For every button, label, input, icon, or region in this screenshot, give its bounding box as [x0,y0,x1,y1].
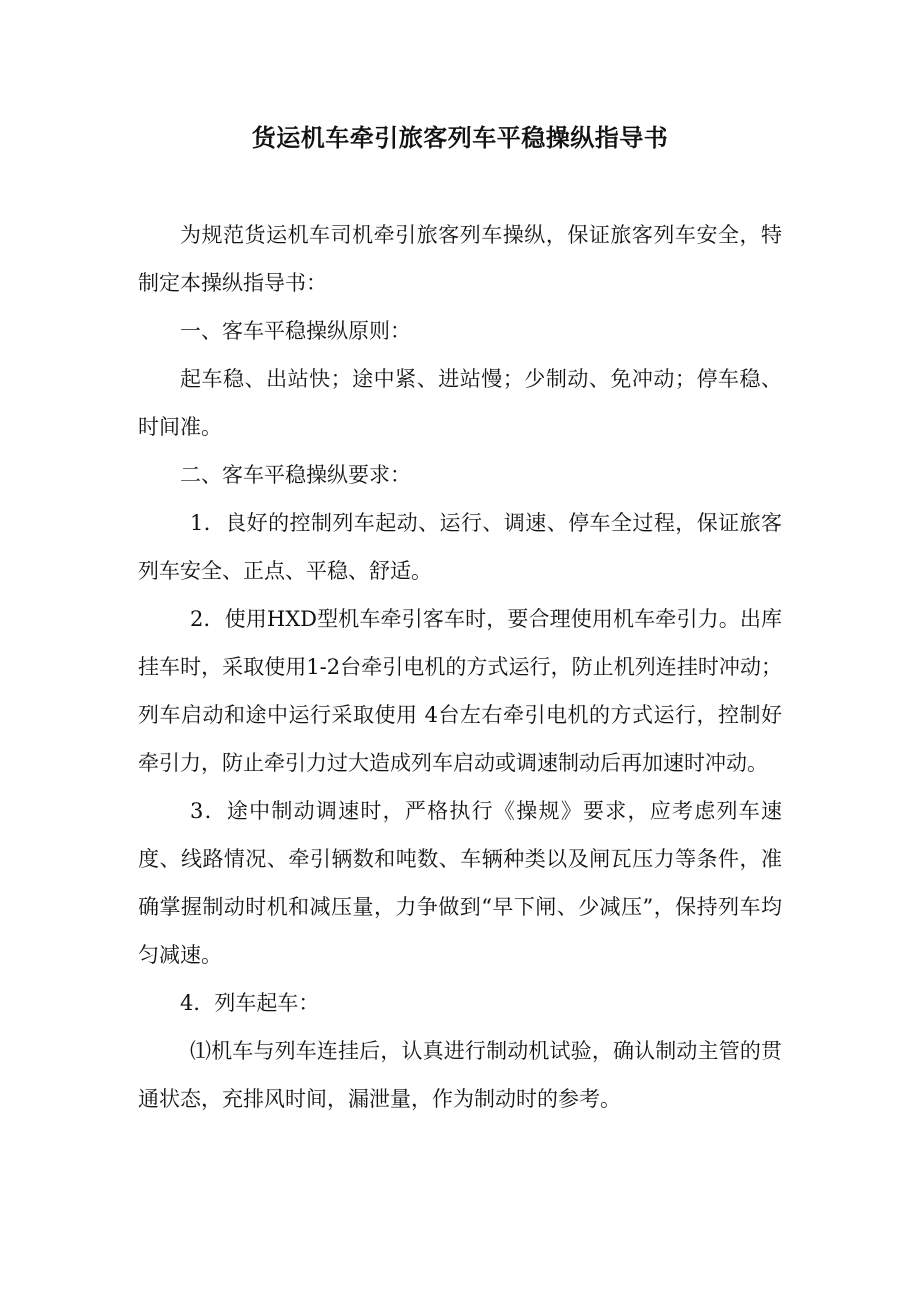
document-title: 货运机车牵引旅客列车平稳操纵指导书 [251,123,669,152]
section-heading-requirements: 二、客车平稳操纵要求： [180,463,411,487]
requirement-item-4: 4．列车起车： [180,991,320,1015]
sub-item-1: ⑴机车与列车连挂后，认真进行制动机试验，确认制动主管的贯通状态，充排风时间，漏泄量，作为制动时的参考。 [138,1039,782,1111]
intro-paragraph: 为规范货运机车司机牵引旅客列车操纵，保证旅客列车安全，特制定本操纵指导书： [138,223,782,295]
section-heading-principles: 一、客车平稳操纵原则： [180,319,411,343]
principles-paragraph: 起车稳、出站快；途中紧、进站慢；少制动、免冲动；停车稳、时间准。 [138,367,782,439]
requirement-item-1: 1．良好的控制列车起动、运行、调速、停车全过程，保证旅客列车安全、正点、平稳、舒适。 [138,511,782,583]
document-body [138,211,782,1123]
requirement-item-2: 2．使用HXD型机车牵引客车时，要合理使用机车牵引力。出库挂车时，采取使用1-2台牵引电机的方式运行，防止机列连挂时冲动；列车启动和途中运行采取使用 4台左右牵引电机的方式运行，控制好牵引力，防止牵引力过大造成列车启动或调速制动后再加速时冲动。 [138,607,782,775]
requirement-item-3: 3．途中制动调速时，严格执行《操规》要求，应考虑列车速度、线路情况、牵引辆数和吨数、车辆种类以及闸瓦压力等条件，准确掌握制动时机和减压量，力争做到“早下闸、少减压”，保持列车均匀减速。 [138,799,782,967]
